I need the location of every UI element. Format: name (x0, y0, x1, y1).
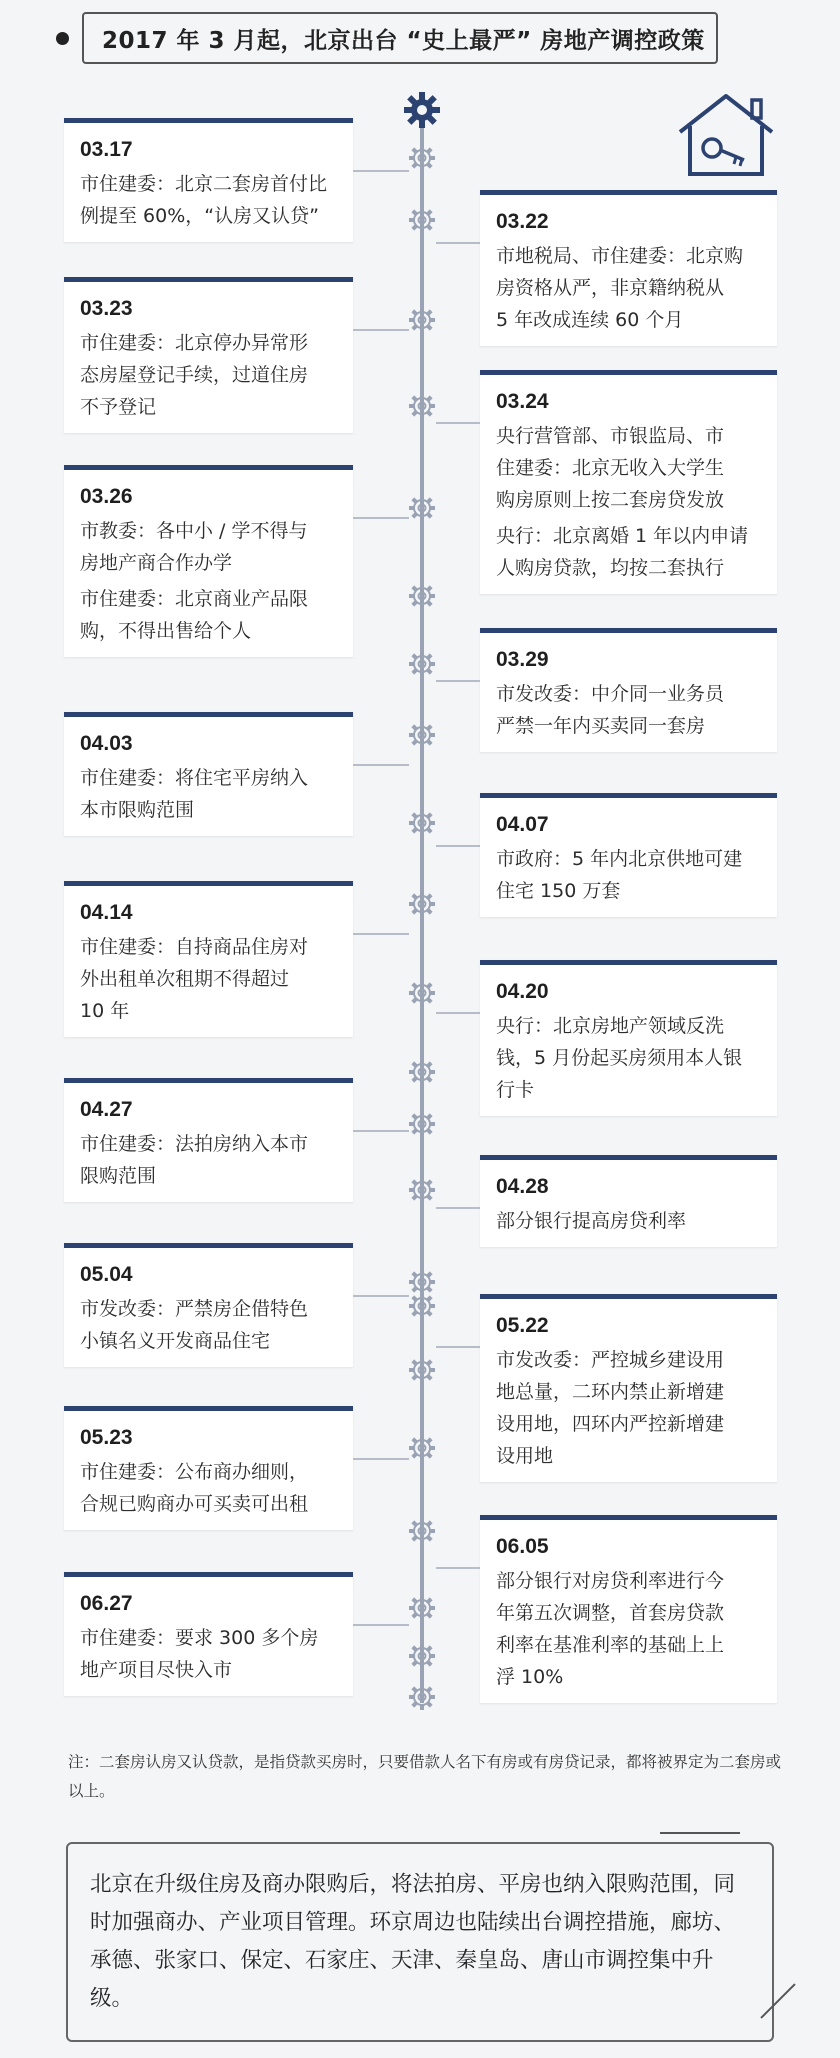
timeline-gear-icon (407, 493, 437, 523)
timeline-gear-icon (407, 1433, 437, 1463)
timeline-gear-icon (407, 889, 437, 919)
timeline-gear-icon (407, 305, 437, 335)
timeline-card (480, 370, 777, 594)
timeline-card (480, 793, 777, 917)
card-date: 04.28 (496, 1175, 549, 1198)
card-connector (436, 1012, 480, 1014)
card-connector (353, 517, 409, 519)
timeline-card (64, 1243, 353, 1367)
card-date: 06.05 (496, 1535, 549, 1558)
timeline-card (480, 960, 777, 1116)
timeline-gear-icon (407, 1109, 437, 1139)
timeline-gear-icon (407, 1593, 437, 1623)
timeline-gear-icon (407, 581, 437, 611)
card-text: 市住建委：公布商办细则， 合规已购商办可买卖可出租 (80, 1461, 309, 1515)
card-text: 市发改委：中介同一业务员 严禁一年内买卖同一套房 (496, 683, 725, 737)
card-text: 央行：北京离婚 1 年以内申请 人购房贷款，均按二套执行 (496, 525, 749, 579)
timeline-gear-icon (407, 143, 437, 173)
card-connector (436, 242, 480, 244)
timeline-card (64, 1078, 353, 1202)
card-connector (436, 1346, 480, 1348)
timeline-card (64, 118, 353, 242)
card-text: 市住建委：北京停办异常形 态房屋登记手续，过道住房 不予登记 (80, 332, 309, 418)
timeline-card (480, 1294, 777, 1482)
card-connector (436, 1567, 480, 1569)
card-date: 03.22 (496, 210, 549, 233)
timeline-gear-icon (407, 808, 437, 838)
card-text: 市教委：各中小 / 学不得与 房地产商合作办学 (80, 520, 308, 574)
timeline-gear-icon (407, 1516, 437, 1546)
card-date: 04.20 (496, 980, 549, 1003)
card-connector (353, 170, 409, 172)
card-date: 05.22 (496, 1314, 549, 1337)
card-date: 05.23 (80, 1426, 133, 1449)
card-text: 市地税局、市住建委：北京购 房资格从严，非京籍纳税从 5 年改成连续 60 个月 (496, 245, 744, 331)
gear-icon (402, 90, 442, 130)
card-text: 市住建委：北京二套房首付比 例提至 60%，“认房又认贷” (80, 173, 328, 227)
timeline-card (64, 465, 353, 657)
card-connector (353, 1130, 409, 1132)
card-text: 市住建委：要求 300 多个房 地产项目尽快入市 (80, 1627, 319, 1681)
card-text: 市发改委：严控城乡建设用 地总量，二环内禁止新增建 设用地，四环内严控新增建 设用地 (496, 1349, 725, 1467)
timeline-gear-icon (407, 720, 437, 750)
card-connector (436, 845, 480, 847)
timeline-gear-icon (407, 205, 437, 235)
timeline-gear-icon (407, 391, 437, 421)
card-connector (353, 764, 409, 766)
timeline-gear-icon (407, 1291, 437, 1321)
timeline-card (64, 277, 353, 433)
card-date: 04.07 (496, 813, 549, 836)
card-text: 部分银行对房贷利率进行今 年第五次调整，首套房贷款 利率在基准利率的基础上上 浮 10% (496, 1570, 725, 1688)
timeline-gear-icon (407, 1641, 437, 1671)
card-connector (353, 1624, 409, 1626)
card-date: 03.17 (80, 138, 133, 161)
card-date: 04.14 (80, 901, 133, 924)
timeline-gear-icon (407, 1355, 437, 1385)
card-text: 市住建委：自持商品住房对 外出租单次租期不得超过 10 年 (80, 936, 309, 1022)
card-connector (353, 329, 409, 331)
timeline-gear-icon (407, 1175, 437, 1205)
timeline-card (64, 1572, 353, 1696)
card-connector (436, 1207, 480, 1209)
timeline-gear-icon (407, 1057, 437, 1087)
card-text: 市发改委：严禁房企借特色 小镇名义开发商品住宅 (80, 1298, 309, 1352)
card-date: 03.24 (496, 390, 549, 413)
card-date: 03.23 (80, 297, 133, 320)
house-key-icon (674, 90, 778, 178)
card-connector (436, 422, 480, 424)
timeline-card (64, 712, 353, 836)
card-text: 央行：北京房地产领域反洗 钱，5 月份起买房须用本人银 行卡 (496, 1015, 743, 1101)
card-text: 市住建委：法拍房纳入本市 限购范围 (80, 1133, 309, 1187)
card-connector (353, 1458, 409, 1460)
card-text: 市政府：5 年内北京供地可建 住宅 150 万套 (496, 848, 743, 902)
timeline-gear-icon (407, 649, 437, 679)
timeline-card (480, 190, 777, 346)
timeline-card (64, 881, 353, 1037)
timeline-card (64, 1406, 353, 1530)
header (48, 12, 814, 64)
timeline-card (480, 628, 777, 752)
timeline-card (480, 1155, 777, 1247)
card-text: 市住建委：北京商业产品限 购，不得出售给个人 (80, 588, 309, 642)
page-title: 2017 年 3 月起，北京出台 “史上最严” 房地产调控政策 (82, 12, 718, 64)
card-connector (436, 680, 480, 682)
card-connector (353, 933, 409, 935)
card-date: 03.29 (496, 648, 549, 671)
card-text: 市住建委：将住宅平房纳入 本市限购范围 (80, 767, 309, 821)
timeline-gear-icon (407, 1682, 437, 1712)
card-date: 05.04 (80, 1263, 133, 1286)
timeline-card (480, 1515, 777, 1703)
card-date: 03.26 (80, 485, 133, 508)
card-date: 06.27 (80, 1592, 133, 1615)
card-date: 04.27 (80, 1098, 133, 1121)
card-connector (353, 1295, 409, 1297)
card-date: 04.03 (80, 732, 133, 755)
bullet-dot (56, 32, 69, 45)
summary-decoration (660, 1832, 740, 1834)
footnote: 注：二套房认房又认贷款，是指贷款买房时，只要借款人名下有房或有房贷记录，都将被界定为二套房或以上。 (68, 1753, 782, 1800)
card-text: 部分银行提高房贷利率 (496, 1210, 687, 1232)
summary-box: 北京在升级住房及商办限购后，将法拍房、平房也纳入限购范围，同时加强商办、产业项目管理。环京周边也陆续出台调控措施，廊坊、承德、张家口、保定、石家庄、天津、秦皇岛、唐山市调控集中升级。 (66, 1842, 774, 2042)
timeline-gear-icon (407, 978, 437, 1008)
card-text: 央行营管部、市银监局、市 住建委：北京无收入大学生 购房原则上按二套房贷发放 (496, 425, 725, 511)
